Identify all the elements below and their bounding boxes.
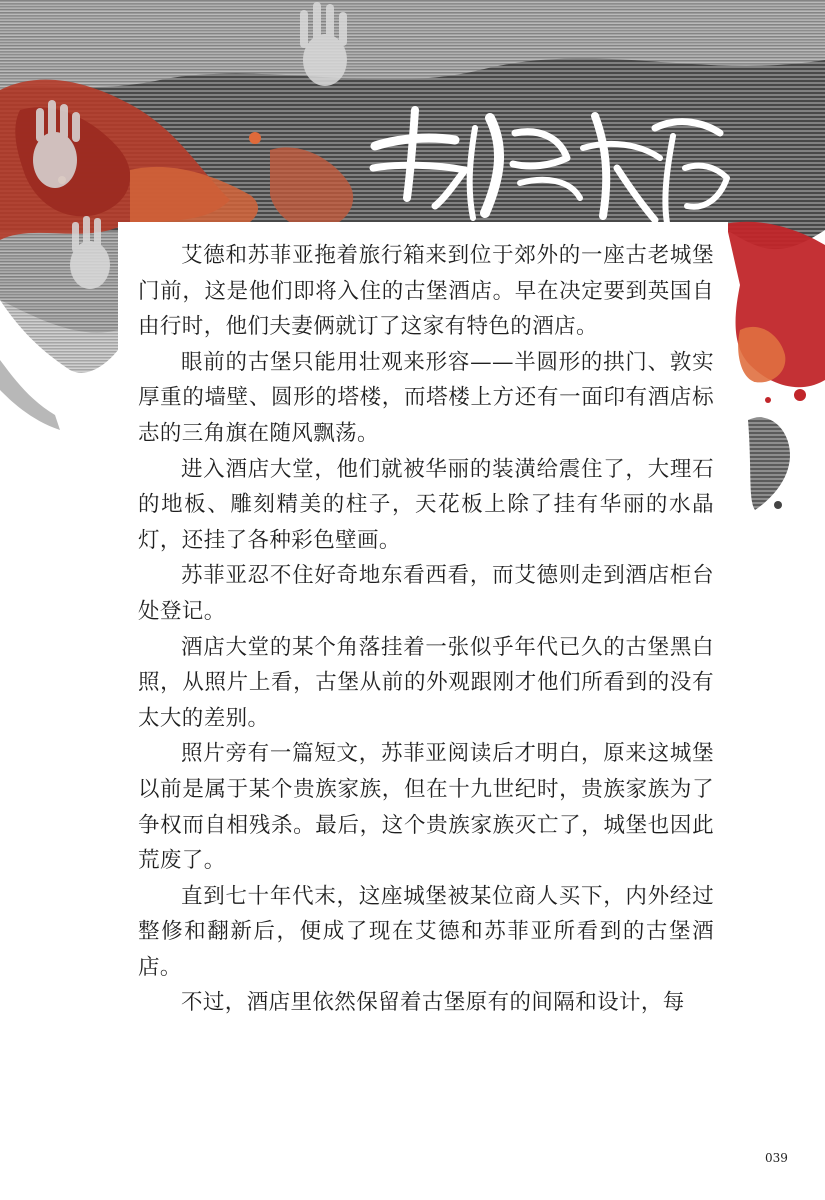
paragraph: 直到七十年代末，这座城堡被某位商人买下，内外经过整修和翻新后，便成了现在艾德和苏菲亚所看到的古堡酒店。: [138, 883, 714, 980]
page-number: 039: [765, 1151, 788, 1165]
paragraph: 照片旁有一篇短文，苏菲亚阅读后才明白，原来这城堡以前是属于某个贵族家族，但在十九世纪时，贵族家族为了争权而自相残杀。最后，这个贵族家族灭亡了，城堡也因此荒废了。: [138, 741, 714, 874]
paragraph: 苏菲亚忍不住好奇地东看西看，而艾德则走到酒店柜台处登记。: [138, 563, 714, 624]
paragraph: 艾德和苏菲亚拖着旅行箱来到位于郊外的一座古老城堡门前，这是他们即将入住的古堡酒店。早在决定要到英国自由行时，他们夫妻俩就订了这家有特色的酒店。: [138, 243, 714, 340]
body-text: [138, 238, 714, 1021]
paragraph: 眼前的古堡只能用壮观来形容——半圆形的拱门、敦实厚重的墙壁、圆形的塔楼，而塔楼上方还有一面印有酒店标志的三角旗在随风飘荡。: [138, 349, 714, 446]
paragraph: 进入酒店大堂，他们就被华丽的装潢给震住了，大理石的地板、雕刻精美的柱子，天花板上除了挂有华丽的水晶灯，还挂了各种彩色壁画。: [138, 456, 714, 553]
paragraph: 酒店大堂的某个角落挂着一张似乎年代已久的古堡黑白照，从照片上看，古堡从前的外观跟刚才他们所看到的没有太大的差别。: [138, 634, 714, 731]
paragraph: 不过，酒店里依然保留着古堡原有的间隔和设计，每: [181, 990, 685, 1016]
title-calligraphy: [355, 88, 735, 228]
